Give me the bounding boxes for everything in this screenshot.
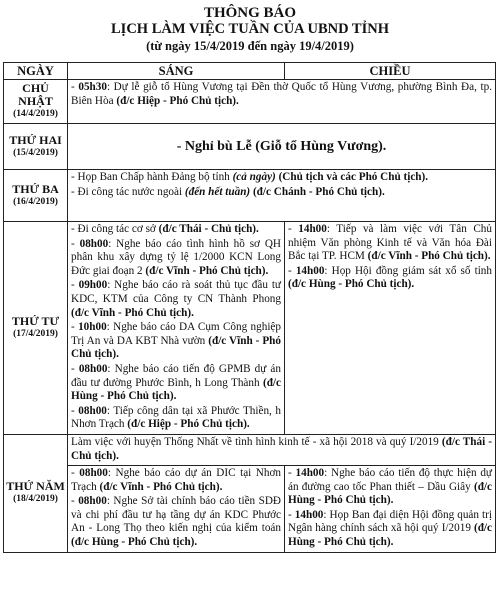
entry-text: : Tiếp công dân tại xã Phước Thiền, h Nhơn Trạch: [71, 404, 281, 431]
entry-person: (đ/c Vĩnh - Phó Chủ tịch).: [71, 334, 282, 361]
entry-person: (đ/c Hùng - Phó Chủ tịch).: [288, 278, 415, 291]
entry-text: : Họp Hội đồng giám sát xổ số tỉnh: [324, 264, 492, 277]
entry-time: 08h00: [78, 495, 107, 508]
entry-item: - 05h30: Dự lễ giỗ tổ Hùng Vương tại Đền thờ Quốc tổ Hùng Vương, phường Bình Đa, tp. Biên Hòa (đ/c Hiệp - Phó Chủ tịch).: [71, 81, 492, 107]
entry-time: 14h00: [294, 508, 324, 521]
day-cell-sunday: [4, 80, 68, 124]
entry-person: (đ/c Vĩnh - Phó Chủ tịch).: [367, 250, 491, 263]
entry-item: - 14h00: Nghe báo cáo tiến độ thực hiện dự án đường cao tốc Phan thiết – Dầu Giây (đ/c Hùng - Phó Chủ tịch).: [288, 467, 492, 507]
day-name: THỨ NĂM: [6, 479, 65, 494]
day-cell-wednesday: [4, 222, 68, 435]
entry-note: (cả ngày): [232, 171, 276, 183]
entry-cell: [68, 80, 496, 124]
day-name: THỨ TƯ: [11, 313, 60, 328]
entry-item: - 14h00: Họp Hội đồng giám sát xổ số tỉnh (đ/c Hùng - Phó Chủ tịch).: [288, 264, 492, 291]
day-date: (18/4/2019): [13, 494, 58, 505]
day-date: (15/4/2019): [13, 147, 58, 158]
entry-person: (đ/c Vĩnh - Phó Chủ tịch).: [145, 264, 269, 277]
entry-person: (đ/c Hiệp - Phó Chủ tịch).: [127, 418, 250, 431]
entry-item: - 09h00: Nghe báo cáo rà soát thủ tục đầu tư KDC, KTM của Công ty CN Thành Phong (đ/c Vĩnh - Phó Chủ tịch).: [71, 279, 281, 319]
entry-person: (đ/c Hiệp - Phó Chủ tịch).: [116, 94, 239, 107]
row-wednesday: [4, 222, 496, 435]
entry-time: 14h00: [295, 264, 325, 277]
entry-time: 08h00: [78, 362, 108, 375]
entry-item: - 08h00: Nghe báo cáo dự án DIC tại Nhơn Trạch (đ/c Vĩnh - Phó Chủ tịch).: [71, 467, 281, 493]
afternoon-cell: [285, 466, 496, 553]
entry-person: (đ/c Hùng - Phó Chủ tịch).: [288, 480, 492, 507]
entry-text: Làm việc với huyện Thống Nhất về tình hình kinh tế - xã hội 2018 và quý I/2019: [71, 435, 439, 448]
morning-cell: [68, 222, 285, 435]
entry-item: - 10h00: Nghe báo cáo DA Cụm Công nghiệp Trị An và DA KBT Nhà vườn (đ/c Vĩnh - Phó Chủ tịch).: [71, 321, 282, 361]
day-cell-tuesday: [4, 170, 68, 222]
day-name: CHỦ NHẬT: [18, 81, 53, 108]
entry-item: - 08h00: Nghe Sở tài chính báo cáo tiền SDĐ và chi phí đầu tư hạ tầng dự án KDC Phước An - Long Thọ theo kiến nghị của kiểm toán (đ/c Hùng - Phó Chủ tịch).: [71, 495, 281, 549]
day-date: (17/4/2019): [13, 328, 58, 339]
row-monday: [4, 124, 496, 170]
header-row: [4, 63, 496, 80]
entry-text: : Tiếp và làm việc với Tân Chủ nhiệm Văn phòng Kinh tế và Văn hóa Đài Bắc tại TP. HCM: [288, 223, 492, 263]
entry-time: 08h00: [78, 404, 107, 417]
entry-text: : Nghe báo cáo dự án DIC tại Nhơn Trạch: [71, 467, 281, 493]
row-thursday-split: [4, 466, 496, 553]
entry-item: [71, 223, 281, 237]
entry-time: 10h00: [78, 321, 107, 334]
entry-item: [71, 436, 492, 463]
entry-cell: [68, 434, 496, 465]
entry-text: : Dự lễ giỗ tổ Hùng Vương tại Đền thờ Quốc tổ Hùng Vương, phường Bình Đa, tp. Biên Hòa: [71, 81, 492, 107]
entry-text: : Nghe báo cáo DA Cụm Công nghiệp Trị An và DA KBT Nhà vườn: [71, 321, 281, 347]
entry-item: - 08h00: Nghe báo cáo tiến độ GPMB dự án đầu tư đường Phước Bình, h Long Thành (đ/c Hùng - Phó Chủ tịch).: [71, 362, 281, 403]
entry-text: - Họp Ban Chấp hành Đảng bộ tỉnh: [71, 171, 230, 183]
entry-person: (đ/c Hùng - Phó Chủ tịch).: [71, 376, 281, 403]
entry-text: - Đi công tác nước ngoài: [71, 185, 183, 198]
day-cell-monday: [4, 124, 68, 170]
entry-time: 08h00: [79, 237, 109, 250]
entry-person: (đ/c Vĩnh - Phó Chủ tịch).: [99, 480, 223, 493]
entry-person: (đ/c Hùng - Phó Chủ tịch).: [71, 536, 198, 549]
entry-text: : Nghe Sở tài chính báo cáo tiền SDĐ và chi phí đầu tư hạ tầng dự án KDC Phước An - Long Thọ theo kiến nghị của kiểm toán: [71, 495, 281, 535]
row-sunday: [4, 80, 496, 124]
entry-person: (Chủ tịch và các Phó Chủ tịch).: [278, 171, 429, 183]
row-tuesday: [4, 170, 496, 222]
entry-text: - Đi công tác cơ sở: [71, 223, 156, 235]
entry-item: - 14h00: Họp Ban đại diện Hội đồng quản trị Ngân hàng chính sách xã hội quý I/2019 (đ/c Hùng - Phó Chủ tịch).: [288, 508, 493, 549]
day-date: (16/4/2019): [13, 196, 58, 207]
entry-person: (đ/c Vĩnh - Phó Chủ tịch).: [71, 306, 194, 319]
entry-person: (đ/c Thái - Chủ tịch).: [71, 435, 493, 462]
holiday-cell: - Nghỉ bù Lễ (Giỗ tổ Hùng Vương).: [68, 124, 496, 170]
entry-item: - 08h00: Tiếp công dân tại xã Phước Thiền, h Nhơn Trạch (đ/c Hiệp - Phó Chủ tịch).: [71, 404, 281, 431]
day-name: THỨ BA: [12, 181, 59, 196]
row-thursday: [4, 434, 496, 465]
entry-person: (đ/c Chánh - Phó Chủ tịch).: [252, 185, 385, 198]
entry-time: 05h30: [78, 81, 107, 93]
entry-item: [71, 171, 492, 185]
afternoon-cell: [285, 222, 496, 435]
entry-time: 14h00: [295, 467, 325, 480]
entry-note: (đến hết tuần): [184, 185, 251, 198]
notice-title: THÔNG BÁO: [203, 5, 297, 21]
entry-time: 14h00: [298, 223, 327, 235]
entry-text: : Nghe báo cáo tiến độ thực hiện dự án đường cao tốc Phan thiết – Dầu Giây: [288, 467, 492, 493]
entry-time: 09h00: [78, 279, 108, 292]
schedule-subtitle: LỊCH LÀM VIỆC TUẦN CỦA UBND TỈNH: [111, 21, 389, 37]
entry-text: : Họp Ban đại diện Hội đồng quản trị Ngân hàng chính sách xã hội quý I/2019: [288, 508, 492, 535]
day-date: (14/4/2019): [13, 109, 58, 119]
entry-item: - 14h00: Tiếp và làm việc với Tân Chủ nhiệm Văn phòng Kinh tế và Văn hóa Đài Bắc tại TP. HCM (đ/c Vĩnh - Phó Chủ tịch).: [288, 223, 492, 263]
col-header-day: NGÀY: [4, 63, 68, 80]
schedule-table: [3, 62, 496, 553]
entry-text: : Nghe báo cáo rà soát thủ tục đầu tư KDC, KTM của Công ty CN Thành Phong: [71, 279, 281, 305]
entry-text: : Nghe báo cáo tình hình hồ sơ QH phân khu xây dựng tỷ lệ 1/2000 KCN Long Đức giai đoạn 2: [71, 237, 281, 277]
col-header-afternoon: CHIỀU: [285, 63, 496, 80]
entry-person: (đ/c Thái - Chủ tịch).: [158, 223, 259, 235]
entry-person: (đ/c Hùng - Phó Chủ tịch).: [288, 522, 493, 549]
entry-text: : Nghe báo cáo tiến độ GPMB dự án đầu tư đường Phước Bình, h Long Thành: [71, 362, 281, 389]
entry-item: [71, 186, 492, 200]
date-range: (từ ngày 15/4/2019 đến ngày 19/4/2019): [146, 39, 354, 53]
entry-cell: [68, 170, 496, 222]
entry-time: 08h00: [79, 467, 108, 480]
entry-item: - 08h00: Nghe báo cáo tình hình hồ sơ QH phân khu xây dựng tỷ lệ 1/2000 KCN Long Đức giai đoạn 2 (đ/c Vĩnh - Phó Chủ tịch).: [71, 237, 281, 277]
morning-cell: [68, 466, 285, 553]
day-name: THỨ HAI: [9, 132, 62, 147]
day-cell-thursday: [4, 434, 68, 552]
col-header-morning: SÁNG: [68, 63, 285, 80]
